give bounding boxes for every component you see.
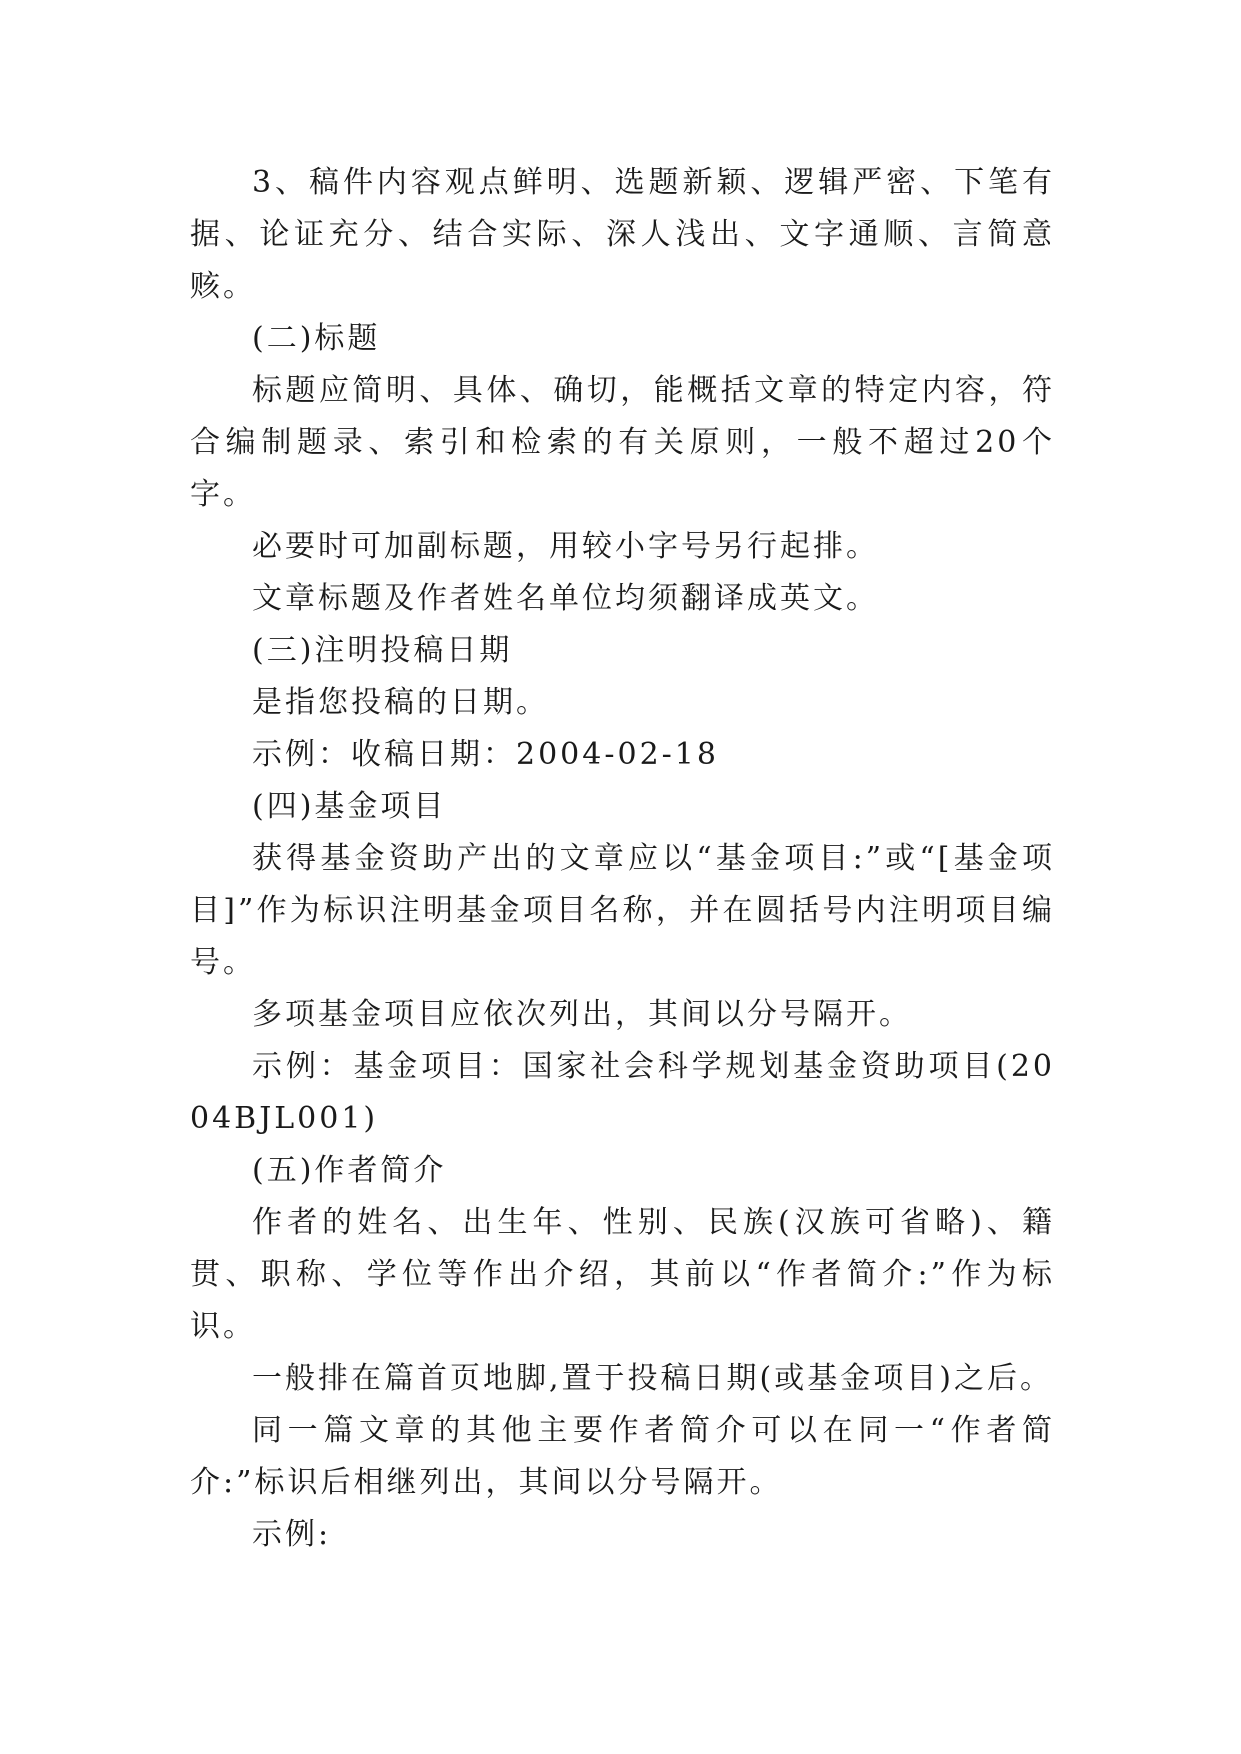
heading-author-bio: (五)作者简介 (252, 1153, 447, 1188)
paragraph-author-bio: 作者的姓名、出生年、性别、民族(汉族可省略)、籍贯、职称、学位等作出介绍，其前以“作者简介:”作为标识。 (190, 1205, 1055, 1344)
heading-fund-project: (四)基金项目 (252, 789, 447, 824)
paragraph-title-rules: 标题应简明、具体、确切，能概括文章的特定内容，符合编制题录、索引和检索的有关原则，一般不超过20个字。 (190, 373, 1055, 512)
paragraph-fund-project: 获得基金资助产出的文章应以“基金项目:”或“[基金项目]”作为标识注明基金项目名称，并在圆括号内注明项目编号。 (190, 841, 1055, 980)
example-label: 示例: (252, 1517, 332, 1552)
paragraph-multiple-funds: 多项基金项目应依次列出，其间以分号隔开。 (252, 997, 912, 1032)
example-submission-date: 示例：收稿日期：2004-02-18 (252, 737, 719, 772)
paragraph-subtitle: 必要时可加副标题，用较小字号另行起排。 (252, 529, 879, 564)
heading-title-section: (二)标题 (252, 321, 381, 356)
paragraph-author-bio-placement: 一般排在篇首页地脚,置于投稿日期(或基金项目)之后。 (252, 1361, 1053, 1396)
paragraph-other-authors: 同一篇文章的其他主要作者简介可以在同一“作者简介:”标识后相继列出，其间以分号隔开。 (190, 1413, 1055, 1500)
paragraph-english-translation: 文章标题及作者姓名单位均须翻译成英文。 (252, 581, 879, 616)
heading-submission-date: (三)注明投稿日期 (252, 633, 513, 668)
document-body (190, 157, 1055, 1561)
example-fund-project: 示例：基金项目：国家社会科学规划基金资助项目(2004BJL001) (190, 1049, 1055, 1136)
paragraph-submission-date: 是指您投稿的日期。 (252, 685, 549, 720)
paragraph-criteria: 3、稿件内容观点鲜明、选题新颖、逻辑严密、下笔有据、论证充分、结合实际、深人浅出、文字通顺、言简意赅。 (190, 165, 1055, 304)
